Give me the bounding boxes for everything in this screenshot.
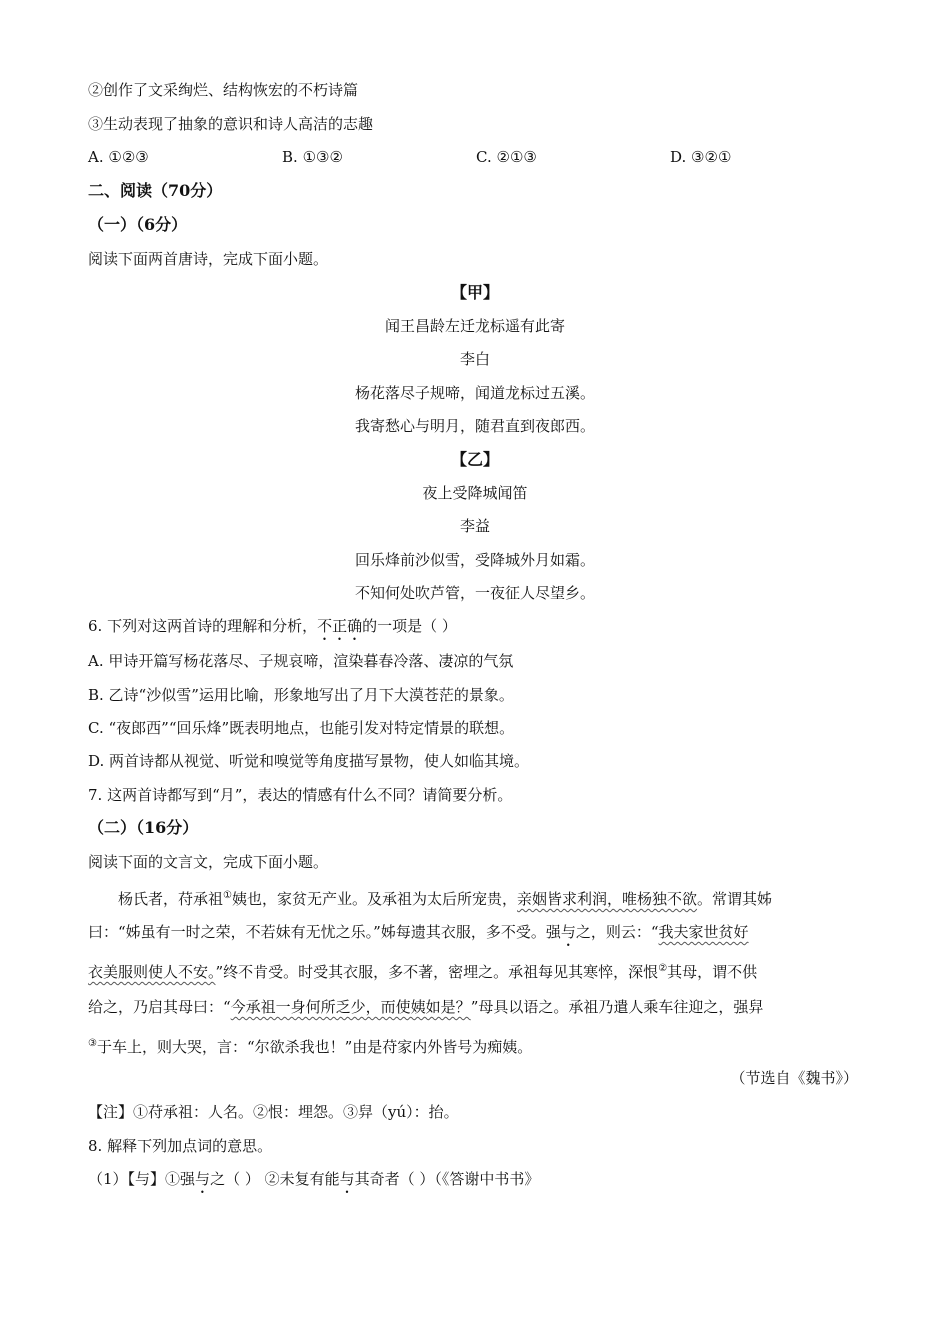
- poem-a-line2: 我寄愁心与明月，随君直到夜郎西。: [354, 417, 595, 435]
- poem-b-author: 李益: [459, 517, 490, 535]
- wavy-underline: 亲姻皆求利润，唯杨独不欲: [517, 890, 698, 908]
- answer-item-3: ③生动表现了抽象的意识和诗人高洁的志趣: [88, 115, 374, 133]
- q6-option-a[interactable]: A. 甲诗开篇写杨花落尽、子规哀啼，渲染暮春冷落、凄凉的气氛: [88, 652, 514, 670]
- passage-line-5: ③于车上，则大哭，言：“尔欲杀我也！”由是苻家内外皆号为痴姨。: [88, 1038, 533, 1056]
- part1-title: （一）（6分）: [88, 215, 188, 234]
- option-d[interactable]: D. ③②①: [670, 148, 732, 166]
- emphasis-word: 不正确: [317, 617, 363, 635]
- passage-line-2: 曰：“姊虽有一时之荣，不若妹有无忧之乐。”姊每遗其衣服，多不受。强与之，则云：“我夫家世贫好: [88, 923, 749, 941]
- poem-b-tag: 【乙】: [450, 450, 499, 469]
- q6-option-c[interactable]: C. “夜郎西”“回乐烽”既表明地点，也能引发对特定情景的联想。: [88, 719, 515, 737]
- wavy-underline: 我夫家世贫好: [658, 923, 749, 941]
- q6-option-d[interactable]: D. 两首诗都从视觉、听觉和嗅觉等角度描写景物，使人如临其境。: [88, 752, 530, 770]
- question-8: 8. 解释下列加点词的意思。: [88, 1137, 273, 1155]
- question-8-1: （1）【与】①强与之（ ） ②未复有能与其奇者（ ）（《答谢中书书》: [88, 1170, 540, 1188]
- source-citation: （节选自《魏书》）: [730, 1069, 858, 1087]
- section-title: 二、阅读（70分）: [88, 181, 223, 200]
- dotted-word: 与: [560, 923, 576, 941]
- poem-b-title: 夜上受降城闻笛: [422, 484, 528, 502]
- poem-b-line1: 回乐烽前沙似雪，受降城外月如霜。: [354, 551, 595, 569]
- part2-intro: 阅读下面的文言文，完成下面小题。: [88, 853, 329, 871]
- q6-option-b[interactable]: B. 乙诗“沙似雪”运用比喻，形象地写出了月下大漠苍茫的景象。: [88, 686, 514, 704]
- wavy-underline: 衣美服则使人不安。: [88, 963, 216, 981]
- part2-title: （二）（16分）: [88, 818, 199, 837]
- poem-a-tag: 【甲】: [450, 283, 499, 302]
- passage-line-3: 衣美服则使人不安。”终不肯受。时受其衣服，多不著，密埋之。承祖每见其寒悴，深恨②其母，谓不供: [88, 963, 758, 981]
- passage-line-4: 给之，乃启其母曰：“今承祖一身何所乏少，而使姨如是？”母具以语之。承祖乃遣人乘车往迎之，强舁: [88, 998, 764, 1016]
- option-a[interactable]: A. ①②③: [88, 148, 149, 166]
- poem-b-line2: 不知何处吹芦管，一夜征人尽望乡。: [354, 584, 595, 602]
- answer-item-2: ②创作了文采绚烂、结构恢宏的不朽诗篇: [88, 81, 359, 99]
- dotted-word: 与: [339, 1170, 355, 1188]
- poem-a-line1: 杨花落尽子规啼，闻道龙标过五溪。: [354, 384, 595, 402]
- dotted-word: 与: [195, 1170, 211, 1188]
- footnote: 【注】①苻承祖：人名。②恨：埋怨。③舁（yú）：抬。: [88, 1103, 459, 1121]
- poem-a-title: 闻王昌龄左迁龙标遥有此寄: [384, 317, 565, 335]
- poem-a-author: 李白: [459, 350, 490, 368]
- option-b[interactable]: B. ①③②: [282, 148, 343, 166]
- wavy-underline: 今承祖一身何所乏少，而使姨如是？: [230, 998, 471, 1016]
- question-6: 6. 下列对这两首诗的理解和分析，不正确的一项是（ ）: [88, 617, 457, 635]
- part1-intro: 阅读下面两首唐诗，完成下面小题。: [88, 250, 329, 268]
- passage-line-1: 杨氏者，苻承祖①姨也，家贫无产业。及承祖为太后所宠贵，亲姻皆求利润，唯杨独不欲。常谓其姊: [118, 890, 773, 908]
- question-7: 7. 这两首诗都写到“月”，表达的情感有什么不同？请简要分析。: [88, 786, 513, 804]
- option-c[interactable]: C. ②①③: [476, 148, 537, 166]
